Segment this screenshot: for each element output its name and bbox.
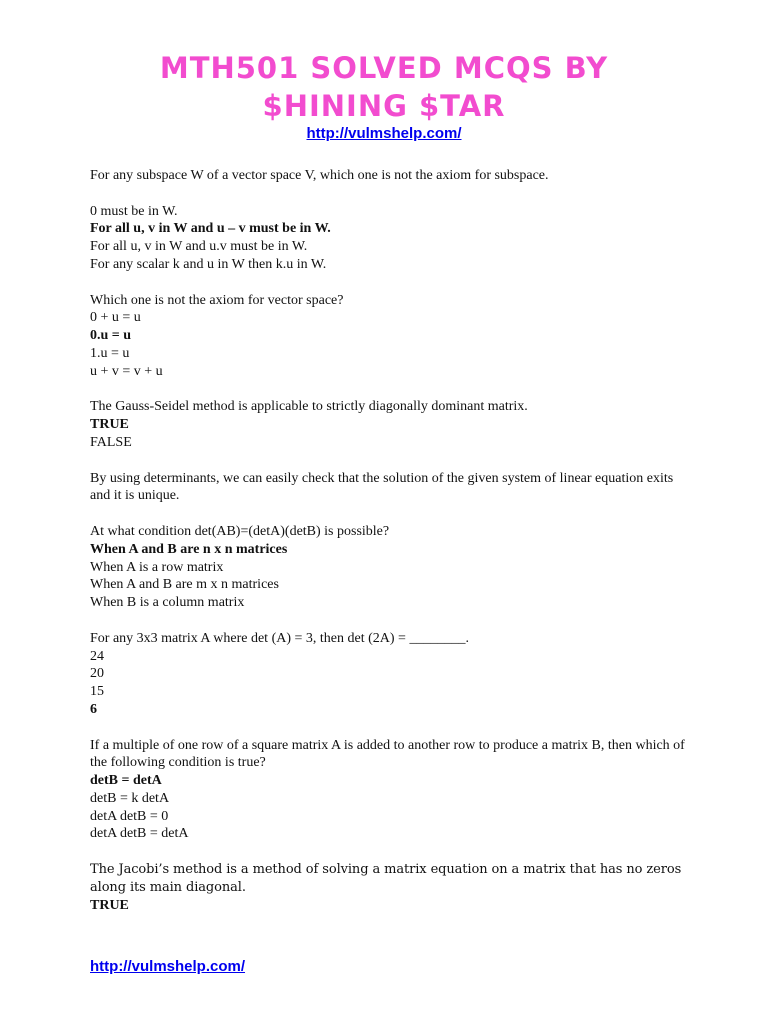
answer-option: 1.u = u <box>90 345 130 361</box>
correct-answer-option: 0.u = u <box>90 328 132 344</box>
header-website-link[interactable]: http://vulmshelp.com/ <box>306 125 462 142</box>
correct-answer-option: detB = detA <box>90 773 162 789</box>
correct-answer-option: TRUE <box>90 417 129 433</box>
answer-option: detA detB = 0 <box>90 808 169 824</box>
mcq-block <box>90 398 690 451</box>
block-spacer <box>90 274 690 292</box>
correct-answer-option: For all u, v in W and u – v must be in W. <box>90 221 331 237</box>
answer-option: 15 <box>90 684 104 700</box>
block-spacer <box>90 612 690 630</box>
answer-option: When B is a column matrix <box>90 595 245 611</box>
answer-option: detB = k detA <box>90 790 170 806</box>
answer-option: 0 + u = u <box>90 310 141 326</box>
mcq-list <box>90 167 690 914</box>
correct-answer-option: 6 <box>90 701 97 717</box>
question-text: At what condition det(AB)=(detA)(detB) is possible? <box>90 523 390 539</box>
question-text: For any subspace W of a vector space V, which one is not the axiom for subspace. <box>90 168 549 183</box>
question-text: For any 3x3 matrix A where det (A) = 3, then det (2A) = ________. <box>90 630 469 646</box>
answer-option: 20 <box>90 666 104 682</box>
mcq-block <box>90 470 690 506</box>
page-title-line-1: MTH501 SOLVED MCQS BY <box>159 51 609 85</box>
question-text: By using determinants, we can easily check that the solution of the given system of linear equation exits and it is unique. <box>90 470 674 504</box>
block-spacer <box>90 452 690 470</box>
question-text: The Jacobi’s method is a method of solving a matrix equation on a matrix that has no zeros along its main diagonal. <box>90 862 682 895</box>
mcq-block <box>90 167 690 274</box>
page-title-line-2: $HINING $TAR <box>262 89 506 123</box>
mcq-block <box>90 737 690 844</box>
answer-option: FALSE <box>90 434 132 450</box>
answer-option: For all u, v in W and u.v must be in W. <box>90 239 308 255</box>
answer-option: For any scalar k and u in W then k.u in W. <box>90 256 327 272</box>
mcq-block <box>90 630 690 719</box>
block-spacer <box>90 719 690 737</box>
answer-option: 24 <box>90 648 104 664</box>
question-text: The Gauss-Seidel method is applicable to strictly diagonally dominant matrix. <box>90 399 528 415</box>
answer-option: u + v = v + u <box>90 363 163 379</box>
mcq-block <box>90 292 690 381</box>
mcq-block <box>90 523 690 612</box>
correct-answer-option: TRUE <box>90 897 129 913</box>
question-text: Which one is not the axiom for vector space? <box>90 292 344 308</box>
answer-option: When A is a row matrix <box>90 559 224 575</box>
block-spacer <box>90 505 690 523</box>
correct-answer-option: When A and B are n x n matrices <box>90 541 288 557</box>
question-text: If a multiple of one row of a square matrix A is added to another row to produce a matrix B, then which of the following condition is true? <box>90 737 685 771</box>
footer-website-link[interactable]: http://vulmshelp.com/ <box>90 958 246 975</box>
mcq-block <box>90 861 690 914</box>
block-spacer <box>90 843 690 861</box>
block-spacer <box>90 381 690 399</box>
answer-option: When A and B are m x n matrices <box>90 577 279 593</box>
answer-option: 0 must be in W. <box>90 203 178 219</box>
answer-option: detA detB = detA <box>90 826 189 842</box>
